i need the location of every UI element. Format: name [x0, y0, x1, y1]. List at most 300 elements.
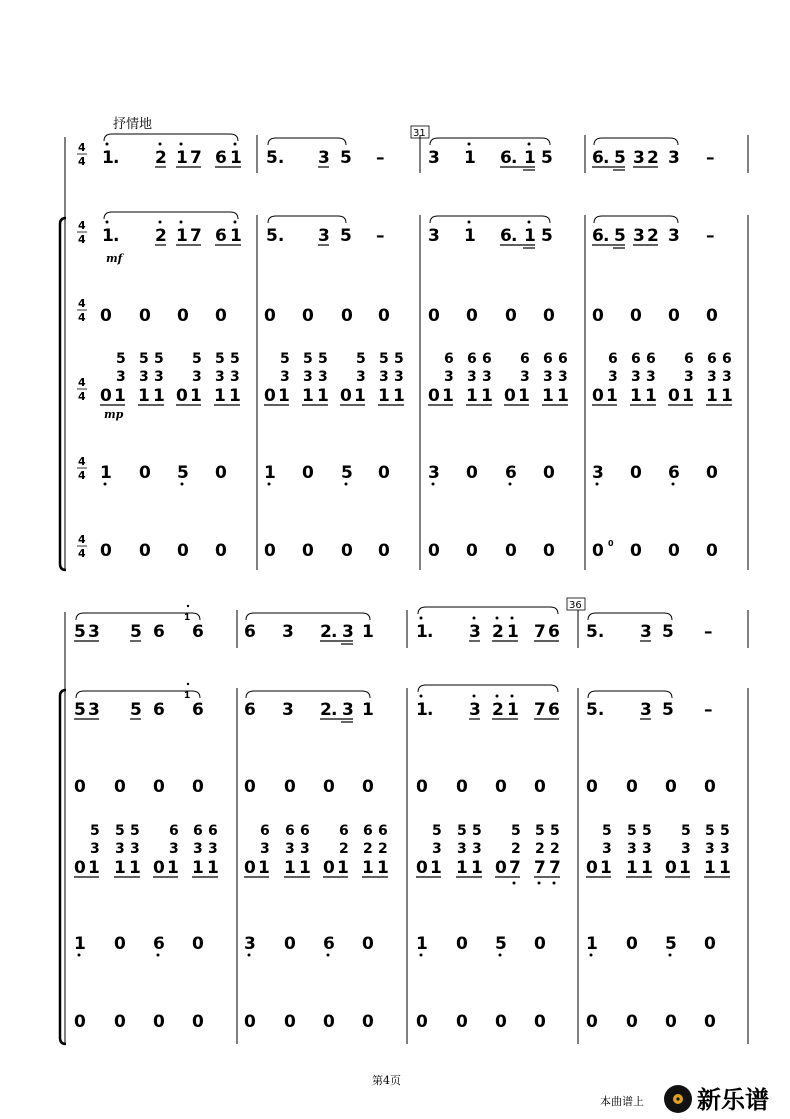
svg-text:6: 6 [192, 622, 204, 642]
measure-number: 31 [413, 128, 426, 139]
svg-text:3: 3 [602, 841, 612, 857]
svg-text:0: 0 [534, 1012, 546, 1032]
svg-text:0: 0 [264, 386, 276, 406]
svg-text:0: 0 [495, 858, 507, 878]
svg-text:1: 1 [317, 386, 329, 406]
svg-text:3: 3 [318, 369, 328, 385]
svg-text:3: 3 [303, 369, 313, 385]
svg-text:1: 1 [416, 934, 428, 954]
svg-text:0: 0 [630, 306, 642, 326]
svg-text:0: 0 [284, 934, 296, 954]
svg-text:2: 2 [155, 148, 167, 168]
svg-text:6: 6 [592, 148, 604, 168]
svg-text:5: 5 [116, 351, 126, 367]
svg-text:1: 1 [192, 858, 204, 878]
svg-text:6: 6 [193, 823, 203, 839]
svg-text:4: 4 [78, 390, 86, 403]
svg-text:0: 0 [284, 777, 296, 797]
svg-text:3: 3 [646, 369, 656, 385]
svg-text:0: 0 [665, 777, 677, 797]
svg-text:1: 1 [464, 148, 476, 168]
expression-mark: 抒情地 [113, 117, 153, 132]
svg-text:3: 3 [428, 226, 440, 246]
svg-text:0: 0 [100, 306, 112, 326]
svg-text:6: 6 [592, 226, 604, 246]
svg-text:1: 1 [645, 386, 657, 406]
svg-text:0: 0 [192, 934, 204, 954]
svg-text:3: 3 [444, 369, 454, 385]
svg-text:3: 3 [720, 841, 730, 857]
svg-text:0: 0 [114, 934, 126, 954]
svg-text:.: . [427, 700, 434, 720]
svg-text:6: 6 [608, 351, 618, 367]
svg-text:5.: 5. [586, 622, 605, 642]
svg-text:1: 1 [284, 858, 296, 878]
svg-text:6: 6 [153, 700, 165, 720]
svg-text:6: 6 [548, 700, 560, 720]
svg-text:5: 5 [130, 622, 142, 642]
svg-text:3: 3 [469, 622, 481, 642]
svg-text:0: 0 [341, 541, 353, 561]
svg-text:6: 6 [520, 351, 530, 367]
svg-text:0: 0 [192, 777, 204, 797]
svg-text:1: 1 [430, 858, 442, 878]
svg-text:0: 0 [505, 541, 517, 561]
svg-text:6: 6 [558, 351, 568, 367]
svg-text:6: 6 [153, 934, 165, 954]
svg-text:5: 5 [303, 351, 313, 367]
svg-text:–: – [704, 622, 713, 642]
svg-text:3: 3 [457, 841, 467, 857]
svg-text:0: 0 [428, 541, 440, 561]
svg-text:5: 5 [74, 700, 86, 720]
svg-text:5: 5 [230, 351, 240, 367]
svg-text:7: 7 [534, 700, 546, 720]
svg-text:0: 0 [177, 541, 189, 561]
melody-part-2 [74, 683, 713, 722]
svg-text:1: 1 [600, 858, 612, 878]
svg-text:2: 2 [339, 841, 349, 857]
svg-text:5: 5 [379, 351, 389, 367]
svg-text:5: 5 [177, 463, 189, 483]
svg-text:0: 0 [428, 386, 440, 406]
svg-text:0: 0 [505, 306, 517, 326]
svg-text:0: 0 [668, 306, 680, 326]
svg-text:5: 5 [318, 351, 328, 367]
svg-text:3: 3 [116, 369, 126, 385]
svg-text:0: 0 [668, 541, 680, 561]
svg-text:0: 0 [495, 777, 507, 797]
svg-text:3: 3 [300, 841, 310, 857]
svg-text:3: 3 [482, 369, 492, 385]
svg-text:2: 2 [492, 700, 504, 720]
svg-text:6: 6 [244, 622, 256, 642]
svg-text:6: 6 [668, 463, 680, 483]
svg-text:5: 5 [356, 351, 366, 367]
svg-text:–: – [376, 226, 385, 246]
svg-text:0: 0 [416, 777, 428, 797]
svg-text:.: . [331, 622, 338, 642]
svg-text:2: 2 [647, 226, 659, 246]
svg-text:5.: 5. [266, 148, 285, 168]
svg-text:3: 3 [230, 369, 240, 385]
rest-part-6 [100, 539, 718, 561]
svg-text:1: 1 [721, 386, 733, 406]
svg-text:0: 0 [340, 386, 352, 406]
svg-text:0: 0 [100, 386, 112, 406]
svg-text:0: 0 [543, 463, 555, 483]
svg-text:0: 0 [378, 306, 390, 326]
svg-text:0: 0 [704, 777, 716, 797]
svg-text:6: 6 [646, 351, 656, 367]
measure-number: 36 [569, 600, 582, 611]
svg-text:0: 0 [668, 386, 680, 406]
svg-text:5: 5 [432, 823, 442, 839]
svg-text:.: . [511, 148, 518, 168]
svg-text:5: 5 [705, 823, 715, 839]
rest-part-6 [74, 1012, 716, 1032]
svg-text:3: 3 [379, 369, 389, 385]
svg-text:0: 0 [586, 1012, 598, 1032]
svg-text:3: 3 [558, 369, 568, 385]
svg-text:0: 0 [74, 777, 86, 797]
svg-text:0: 0 [362, 934, 374, 954]
svg-text:1: 1 [264, 463, 276, 483]
svg-text:5: 5 [627, 823, 637, 839]
svg-text:0: 0 [341, 306, 353, 326]
svg-text:3: 3 [684, 369, 694, 385]
svg-text:1: 1 [630, 386, 642, 406]
svg-text:1: 1 [176, 148, 188, 168]
svg-text:6: 6 [208, 823, 218, 839]
svg-text:0: 0 [630, 463, 642, 483]
svg-text:4: 4 [78, 469, 86, 482]
svg-text:0: 0 [114, 1012, 126, 1032]
svg-text:0: 0 [323, 1012, 335, 1032]
svg-text:3: 3 [115, 841, 125, 857]
svg-text:0: 0 [323, 777, 335, 797]
svg-text:6: 6 [153, 622, 165, 642]
svg-text:1: 1 [230, 226, 242, 246]
svg-text:1: 1 [704, 858, 716, 878]
svg-text:–: – [704, 700, 713, 720]
svg-text:6: 6 [500, 226, 512, 246]
svg-text:0: 0 [592, 541, 604, 561]
svg-text:0: 0 [302, 463, 314, 483]
svg-text:0: 0 [264, 306, 276, 326]
svg-text:5: 5 [535, 823, 545, 839]
svg-text:3: 3 [244, 934, 256, 954]
svg-text:0: 0 [74, 858, 86, 878]
svg-text:3: 3 [139, 369, 149, 385]
svg-text:0: 0 [466, 463, 478, 483]
svg-text:4: 4 [78, 297, 86, 310]
svg-text:1: 1 [507, 700, 519, 720]
svg-text:6: 6 [684, 351, 694, 367]
svg-text:1: 1 [393, 386, 405, 406]
svg-text:1: 1 [229, 386, 241, 406]
svg-text:3: 3 [130, 841, 140, 857]
svg-text:0: 0 [466, 306, 478, 326]
svg-text:4: 4 [78, 141, 86, 154]
svg-text:3: 3 [215, 369, 225, 385]
svg-text:0: 0 [284, 1012, 296, 1032]
svg-text:6: 6 [215, 148, 227, 168]
svg-text:0: 0 [665, 858, 677, 878]
svg-text:5: 5 [662, 622, 674, 642]
svg-text:5: 5 [139, 351, 149, 367]
svg-text:6: 6 [707, 351, 717, 367]
svg-text:6: 6 [378, 823, 388, 839]
svg-text:0: 0 [543, 306, 555, 326]
svg-text:2: 2 [550, 841, 560, 857]
svg-text:0: 0 [592, 306, 604, 326]
svg-text:0: 0 [626, 934, 638, 954]
svg-text:0: 0 [139, 463, 151, 483]
svg-text:5: 5 [511, 823, 521, 839]
svg-text:1: 1 [362, 622, 374, 642]
svg-text:0: 0 [495, 1012, 507, 1032]
svg-text:5: 5 [665, 934, 677, 954]
svg-text:3: 3 [193, 841, 203, 857]
svg-text:1: 1 [682, 386, 694, 406]
svg-text:0: 0 [626, 777, 638, 797]
svg-text:3: 3 [707, 369, 717, 385]
svg-text:1: 1 [586, 934, 598, 954]
dynamic-mark: mf [106, 252, 123, 265]
svg-text:4: 4 [78, 376, 86, 389]
svg-text:1: 1 [230, 148, 242, 168]
svg-text:0: 0 [630, 541, 642, 561]
svg-text:3: 3 [467, 369, 477, 385]
svg-text:4: 4 [78, 233, 86, 246]
svg-text:3: 3 [705, 841, 715, 857]
svg-text:0: 0 [244, 1012, 256, 1032]
svg-text:.: . [113, 226, 120, 246]
svg-text:7: 7 [549, 858, 561, 878]
svg-text:1: 1 [542, 386, 554, 406]
svg-text:5: 5 [90, 823, 100, 839]
svg-text:0: 0 [264, 541, 276, 561]
svg-text:6: 6 [215, 226, 227, 246]
svg-text:1: 1 [377, 858, 389, 878]
svg-text:2: 2 [320, 622, 332, 642]
svg-text:3: 3 [285, 841, 295, 857]
svg-text:5: 5 [457, 823, 467, 839]
svg-text:0: 0 [543, 541, 555, 561]
rest-part-3 [74, 777, 716, 797]
svg-text:0: 0 [456, 1012, 468, 1032]
svg-text:1: 1 [207, 858, 219, 878]
svg-text:1: 1 [258, 858, 270, 878]
svg-text:3: 3 [627, 841, 637, 857]
svg-text:–: – [376, 148, 385, 168]
svg-text:4: 4 [78, 533, 86, 546]
svg-text:0: 0 [608, 539, 614, 548]
svg-text:.: . [603, 226, 610, 246]
svg-text:1: 1 [184, 613, 191, 623]
svg-text:3: 3 [608, 369, 618, 385]
svg-text:1: 1 [74, 934, 86, 954]
svg-text:1: 1 [190, 386, 202, 406]
svg-text:3: 3 [642, 841, 652, 857]
svg-text:3: 3 [208, 841, 218, 857]
svg-text:.: . [511, 226, 518, 246]
svg-text:3: 3 [640, 700, 652, 720]
svg-text:5: 5 [602, 823, 612, 839]
svg-text:0: 0 [706, 463, 718, 483]
svg-text:1: 1 [299, 858, 311, 878]
svg-text:5: 5 [550, 823, 560, 839]
svg-text:0: 0 [192, 1012, 204, 1032]
svg-text:1: 1 [416, 622, 428, 642]
svg-text:1: 1 [184, 691, 191, 701]
svg-text:5: 5 [495, 934, 507, 954]
svg-text:2: 2 [155, 226, 167, 246]
svg-text:6: 6 [631, 351, 641, 367]
svg-text:6: 6 [548, 622, 560, 642]
svg-text:1: 1 [167, 858, 179, 878]
svg-text:0: 0 [586, 858, 598, 878]
svg-text:0: 0 [215, 463, 227, 483]
svg-text:0: 0 [100, 541, 112, 561]
svg-text:2: 2 [320, 700, 332, 720]
bass-part-5 [74, 934, 716, 957]
svg-text:3: 3 [668, 226, 680, 246]
svg-text:5: 5 [472, 823, 482, 839]
svg-text:1: 1 [481, 386, 493, 406]
svg-text:4: 4 [78, 455, 86, 468]
svg-text:0: 0 [706, 541, 718, 561]
svg-text:1: 1 [524, 226, 536, 246]
svg-text:5: 5 [130, 700, 142, 720]
svg-text:1: 1 [524, 148, 536, 168]
svg-text:1: 1 [557, 386, 569, 406]
svg-text:1: 1 [679, 858, 691, 878]
svg-text:0: 0 [704, 934, 716, 954]
svg-text:0: 0 [114, 777, 126, 797]
svg-text:1: 1 [114, 858, 126, 878]
svg-text:1: 1 [719, 858, 731, 878]
harmony-part-4 [74, 823, 731, 885]
svg-text:3: 3 [154, 369, 164, 385]
svg-text:5: 5 [662, 700, 674, 720]
svg-text:0: 0 [362, 1012, 374, 1032]
svg-text:0: 0 [466, 541, 478, 561]
svg-text:3: 3 [469, 700, 481, 720]
bass-part-5 [100, 463, 718, 486]
svg-text:1: 1 [464, 226, 476, 246]
svg-text:0: 0 [244, 858, 256, 878]
svg-text:0: 0 [534, 777, 546, 797]
svg-text:0: 0 [153, 777, 165, 797]
svg-text:0: 0 [378, 541, 390, 561]
svg-text:0: 0 [456, 934, 468, 954]
svg-text:0: 0 [665, 1012, 677, 1032]
svg-text:1: 1 [706, 386, 718, 406]
svg-text:1: 1 [507, 622, 519, 642]
svg-text:3: 3 [722, 369, 732, 385]
svg-text:6: 6 [192, 700, 204, 720]
svg-text:3: 3 [668, 148, 680, 168]
svg-text:0: 0 [323, 858, 335, 878]
svg-text:5: 5 [192, 351, 202, 367]
svg-text:0: 0 [302, 306, 314, 326]
svg-text:.: . [113, 148, 120, 168]
svg-text:0: 0 [153, 858, 165, 878]
svg-text:1: 1 [214, 386, 226, 406]
svg-text:1: 1 [153, 386, 165, 406]
svg-text:3: 3 [394, 369, 404, 385]
svg-text:0: 0 [626, 1012, 638, 1032]
svg-text:0: 0 [416, 858, 428, 878]
svg-text:6: 6 [285, 823, 295, 839]
svg-text:2: 2 [511, 841, 521, 857]
svg-text:0: 0 [244, 777, 256, 797]
svg-text:3: 3 [428, 148, 440, 168]
source-note: 本曲谱上 [600, 1095, 644, 1108]
svg-text:5: 5 [642, 823, 652, 839]
svg-text:3: 3 [428, 463, 440, 483]
svg-text:0: 0 [139, 541, 151, 561]
svg-text:3: 3 [342, 622, 354, 642]
svg-text:7: 7 [190, 226, 202, 246]
svg-text:2: 2 [363, 841, 373, 857]
svg-text:1: 1 [102, 148, 114, 168]
svg-text:3: 3 [592, 463, 604, 483]
svg-text:5: 5 [340, 226, 352, 246]
svg-text:5: 5 [154, 351, 164, 367]
svg-text:3: 3 [681, 841, 691, 857]
svg-text:0: 0 [504, 386, 516, 406]
svg-text:3: 3 [318, 226, 330, 246]
svg-text:1: 1 [88, 858, 100, 878]
svg-text:3: 3 [282, 700, 294, 720]
svg-text:5: 5 [541, 226, 553, 246]
svg-text:7: 7 [534, 858, 546, 878]
svg-text:0: 0 [704, 1012, 716, 1032]
svg-text:5: 5 [280, 351, 290, 367]
svg-text:1: 1 [100, 463, 112, 483]
svg-text:0: 0 [176, 386, 188, 406]
svg-text:4: 4 [78, 219, 86, 232]
svg-text:1: 1 [278, 386, 290, 406]
svg-text:0: 0 [139, 306, 151, 326]
svg-text:.: . [331, 700, 338, 720]
svg-text:3: 3 [633, 148, 645, 168]
svg-text:0: 0 [362, 777, 374, 797]
svg-text:7: 7 [190, 148, 202, 168]
svg-text:0: 0 [706, 306, 718, 326]
svg-text:5.: 5. [586, 700, 605, 720]
svg-text:0: 0 [378, 463, 390, 483]
svg-text:3: 3 [356, 369, 366, 385]
svg-text:1: 1 [378, 386, 390, 406]
svg-text:1: 1 [337, 858, 349, 878]
svg-text:6: 6 [543, 351, 553, 367]
svg-text:5: 5 [614, 148, 626, 168]
brand-logo[interactable] [664, 1085, 769, 1114]
svg-text:1: 1 [471, 858, 483, 878]
svg-text:6: 6 [363, 823, 373, 839]
svg-text:3: 3 [260, 841, 270, 857]
svg-text:6: 6 [505, 463, 517, 483]
svg-text:0: 0 [153, 1012, 165, 1032]
time-signatures [77, 141, 87, 560]
svg-text:0: 0 [416, 1012, 428, 1032]
svg-text:0: 0 [428, 306, 440, 326]
svg-text:1: 1 [626, 858, 638, 878]
